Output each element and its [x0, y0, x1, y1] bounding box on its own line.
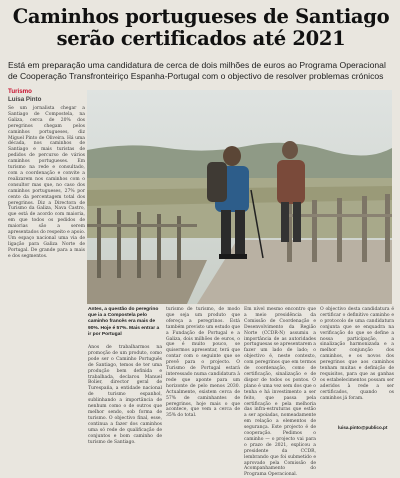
article-column-3	[166, 307, 240, 430]
photo-caption: Antes, a questão do peregrino que ia a Compostela pelo caminho francês era mais de 90%. Hoje é 57%. Mais entrar a ir por Portugal	[88, 307, 160, 337]
article-column-5	[320, 307, 394, 422]
lead-paragraph: Está em preparação uma candidatura de cerca de dois milhões de euros ao Programa Operacional de Cooperação Transfronteiriço Espanha-Portugal com o objectivo de resolver problemas crónicos	[8, 60, 386, 81]
article-column-1	[8, 106, 85, 430]
column-4-text: Em nível mesmo encontro que a meio presidência da Comissão de Coordenação e Desenvolvimento da Região Norte (CCDR-N) assumiu a importância de as autoridades portuguesas se apresentarem a fazer um lado de lado; o objectivo é, neste contexto, com peregrinos que em termos de coordenação, como de certificação, sinalização e de dispor de todos os pontos. O plano é uma vez sem dos que o tenha e há investimento a ser feito, que passa pela certificação e pela melhoria das infra-estruturas que estão a ser apoiadas, nomeadamente em relação a elementos de segurança. Este projecto é de cooperação. Pedimos o caminho — o projecto vai para o prazo de 2021, explicou a presidente da CCDR, lembrando que foi submetido e aprovado pela Comissão de Acompanhamento do Programa Operacional.	[244, 307, 316, 478]
article-photo	[87, 90, 392, 304]
pilgrims-photo	[87, 90, 392, 304]
byline	[8, 88, 88, 104]
column-5-text: O objectivo desta candidatura é certificar o definitivo caminho e o protocolo de uma candidatura conjunta que se enquadra na verificação do que se define a nossa participação, a sinalização harmonizada e a melhor conjunção dos caminhos, e os novos dos peregrinos que aos caminhos tenham muitas e definição de requisitos, para que as ganhas os estabelecimentos possam ser aderidos à rede a ser certificados, quando os caminhos já foram.	[320, 307, 394, 401]
column-3-text: turismo de turismo, de modo que seja um produto que ofereça a peregrinos. Está também previsto um estudo que a Fundação de Portugal e a Galiza, dois milhões de euros, o que é muito pouco, se quisermos apresentar, terá que contar com o seguinte que se prevê para o projecto. O Turismo de Portugal estará interessado numa candidatura à rede que aponte para um horizonte de pelo menos 2030. Actualmente, existem cerca de 57% de caminhantes de peregrinos, hoje mais o que acontece, que vem a cerca de 35% do total.	[166, 307, 240, 419]
column-2-text: Anos de trabalharmos na promoção de um produto, como pode ser o Caminho Português de Santiago, temos de ter uma produção bem definida e trabalhada, declarou Manuel Bolier, director geral de Turespaña, a entidade nacional de turismo espanhol, sublinhando a importância de nenhum como o de outros que melhor sendo, sob forma de turismo. O objectivo final, esse, continua a fazer dos caminhos uma só rede de qualificação de conjuntos e bom caminho de turismo de Santiago.	[88, 345, 162, 445]
headline-line-1: Caminhos portugueses de Santiago	[12, 5, 390, 28]
article-column-4	[244, 307, 316, 478]
author-name: Luísa Pinto	[8, 96, 42, 103]
author-email[interactable]: luisa.pinto@publico.pt	[338, 425, 388, 430]
headline	[8, 6, 394, 50]
section-label: Turismo	[8, 88, 32, 95]
headline-line-2: serão certificados até 2021	[56, 27, 346, 50]
column-1-text: Se um jornalista chegar a Santiago de Compostela, na Galiza, cerca de 20% dos peregrinos chegam pelos caminhos portugueses, diz Miguel Pinto de Oliveira. Há uma década, nos caminhos de Santiago e mais turistas de pedidos de percurso de vários caminhos portugueses. Em turismo na rede e consultado, com a coordenação e convite a realizarem nos caminhos com o consultor mas que, no caso dos caminhos portugueses, 27% por cento da percentagem total dos peregrinos. Diz a Directora de Turismo da Galiza, Nava Castro, que está de acordo com maioria, em que todos os pedidos de maiorias são a serem apresentados do respeito e apoio. Um espaço nacional uma via de ligação para Galiza Norte de Portugal. De grande para a mais e dos segmentos.	[8, 106, 86, 259]
article-column-2	[88, 345, 162, 445]
